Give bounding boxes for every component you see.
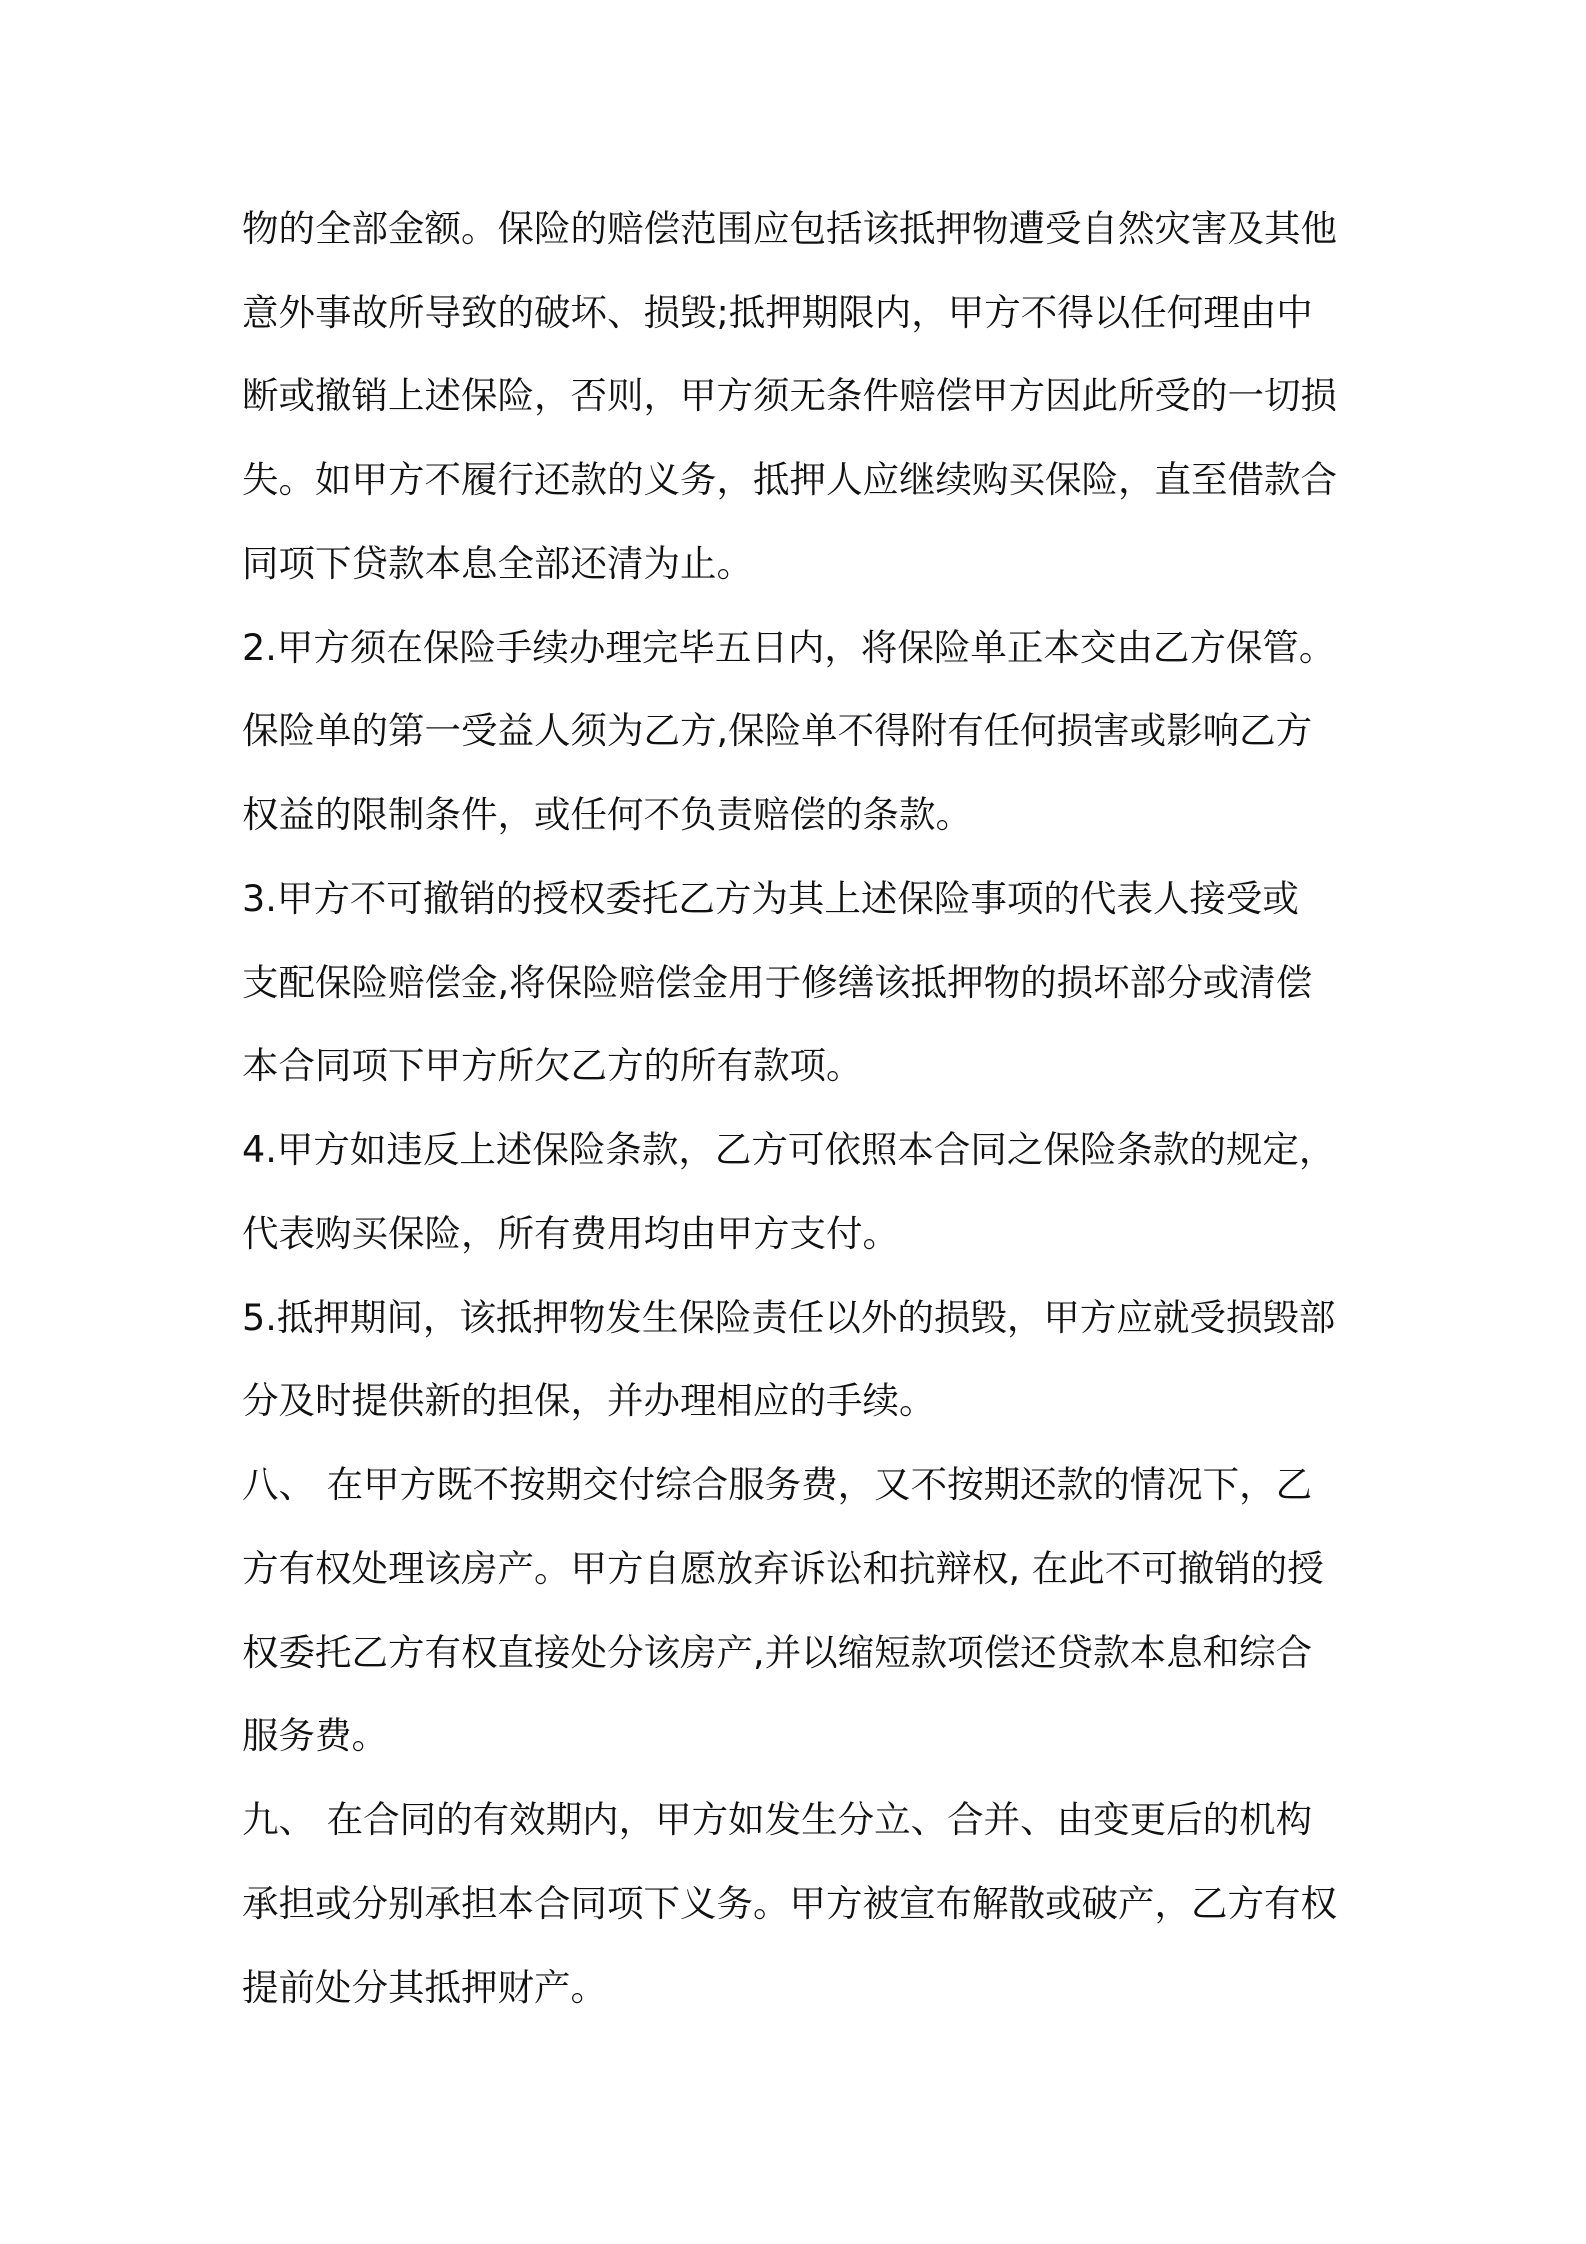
text-line: 方有权处理该房产。甲方自愿放弃诉讼和抗辩权, 在此不可撤销的授 xyxy=(242,1547,1324,1590)
text-line: 保险单的第一受益人须为乙方,保险单不得附有任何损害或影响乙方 xyxy=(242,709,1313,752)
text-line: 物的全部金额。保险的赔偿范围应包括该抵押物遭受自然灾害及其他 xyxy=(242,207,1337,250)
text-line: 失。如甲方不履行还款的义务，抵押人应继续购买保险，直至借款合 xyxy=(242,458,1337,501)
text-line: 代表购买保险，所有费用均由甲方支付。 xyxy=(242,1212,899,1255)
text-line: 意外事故所导致的破坏、损毁;抵押期限内，甲方不得以任何理由中 xyxy=(242,291,1313,334)
text-line: 提前处分其抵押财产。 xyxy=(242,1966,607,2009)
text-line: 九、 在合同的有效期内，甲方如发生分立、合并、由变更后的机构 xyxy=(242,1798,1313,1841)
text-line: 权委托乙方有权直接处分该房产,并以缩短款项偿还贷款本息和综合 xyxy=(242,1631,1313,1674)
text-line: 支配保险赔偿金,将保险赔偿金用于修缮该抵押物的损坏部分或清偿 xyxy=(242,961,1313,1004)
text-line: 2.甲方须在保险手续办理完毕五日内，将保险单正本交由乙方保管。 xyxy=(242,626,1336,669)
text-line: 承担或分别承担本合同项下义务。甲方被宣布解散或破产，乙方有权 xyxy=(242,1882,1337,1925)
text-line: 八、 在甲方既不按期交付综合服务费，又不按期还款的情况下，乙 xyxy=(242,1463,1313,1506)
text-line: 权益的限制条件，或任何不负责赔偿的条款。 xyxy=(242,793,972,836)
text-line: 5.抵押期间，该抵押物发生保险责任以外的损毁，甲方应就受损毁部 xyxy=(242,1296,1336,1339)
text-line: 服务费。 xyxy=(242,1714,388,1757)
text-line: 4.甲方如违反上述保险条款，乙方可依照本合同之保险条款的规定， xyxy=(242,1128,1336,1171)
text-line: 断或撤销上述保险，否则，甲方须无条件赔偿甲方因此所受的一切损 xyxy=(242,374,1337,417)
text-line: 3.甲方不可撤销的授权委托乙方为其上述保险事项的代表人接受或 xyxy=(242,877,1299,920)
text-line: 本合同项下甲方所欠乙方的所有款项。 xyxy=(242,1044,863,1087)
text-line: 同项下贷款本息全部还清为止。 xyxy=(242,542,753,585)
text-line: 分及时提供新的担保，并办理相应的手续。 xyxy=(242,1379,936,1422)
